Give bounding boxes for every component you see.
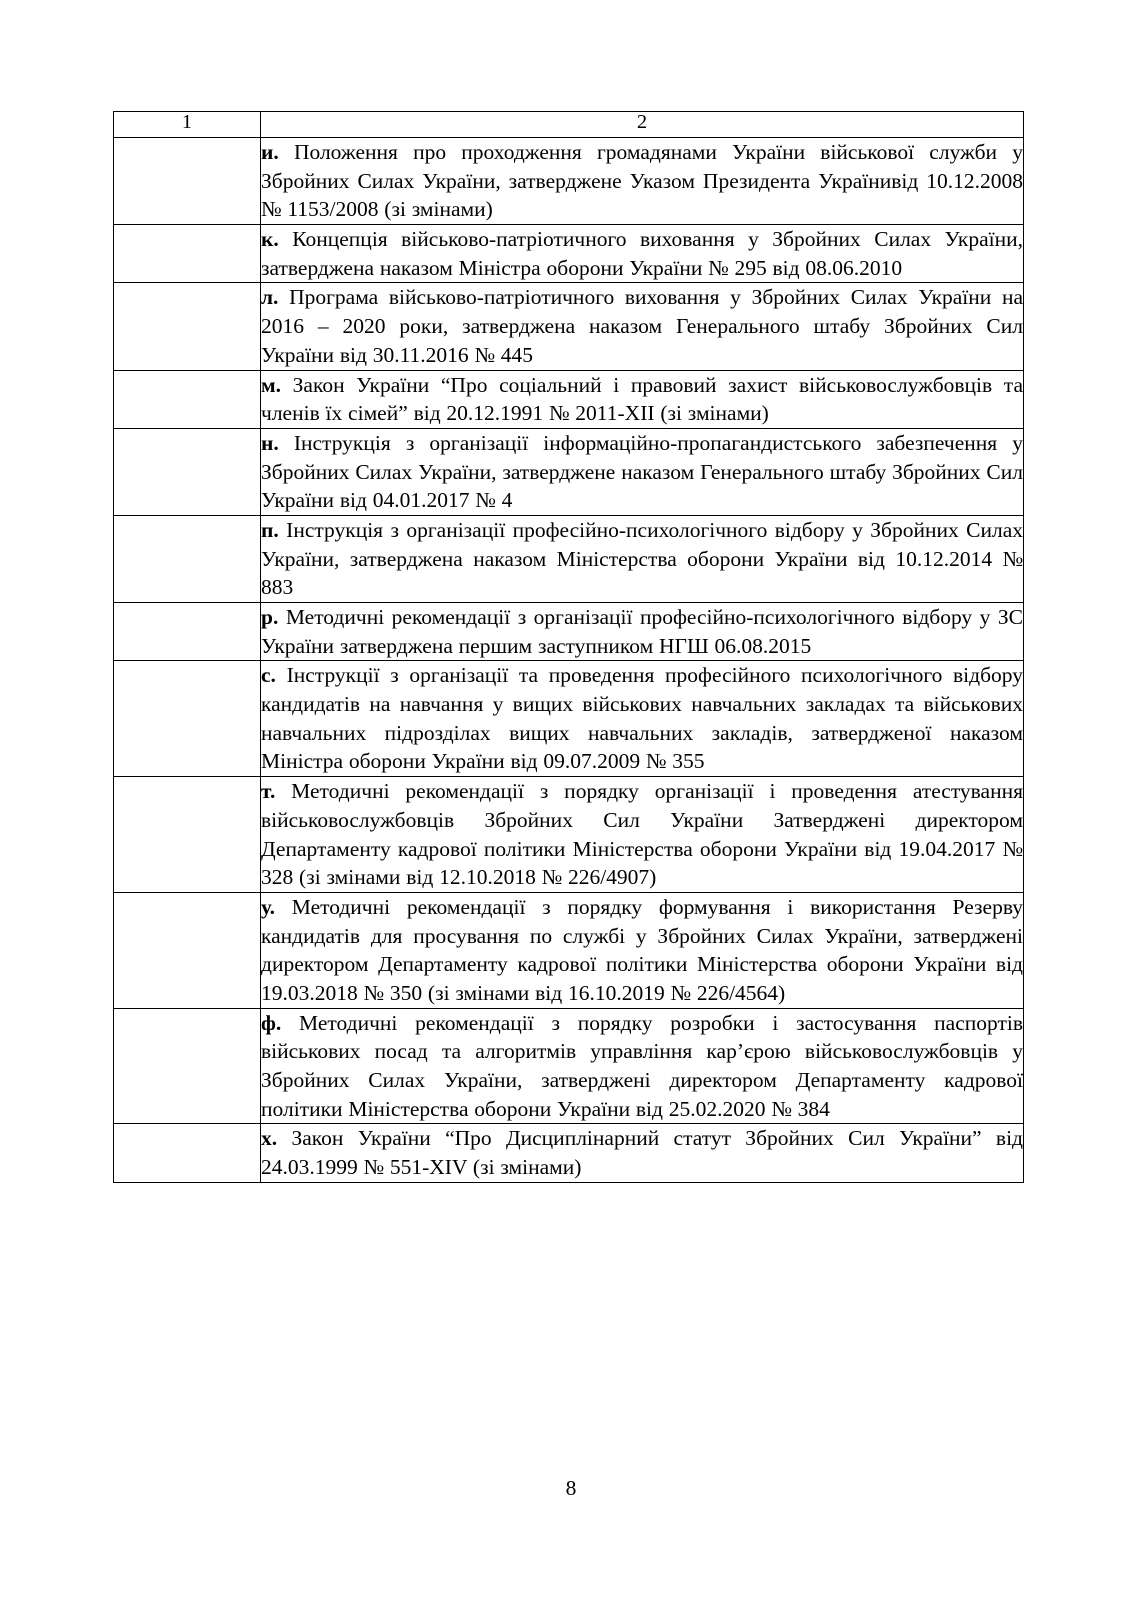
row-text-cell bbox=[261, 283, 1024, 370]
row-text-cell bbox=[261, 138, 1024, 225]
table-row bbox=[114, 1008, 1024, 1124]
table-row bbox=[114, 777, 1024, 893]
row-number-cell bbox=[114, 603, 261, 661]
row-text-cell bbox=[261, 370, 1024, 428]
table-header-row bbox=[114, 112, 1024, 138]
item-marker: у. bbox=[261, 894, 275, 919]
column-header-1: 1 bbox=[114, 112, 261, 138]
row-number-cell bbox=[114, 892, 261, 1008]
row-number-cell bbox=[114, 1124, 261, 1182]
item-text: Програма військово-патріотичного виховання у Збройних Силах України на 2016 – 2020 роки, затверджена наказом Генерального штабу Збройних Сил України від 30.11.2016 № 445 bbox=[261, 285, 1023, 367]
row-number-cell bbox=[114, 428, 261, 515]
table-row bbox=[114, 515, 1024, 602]
page-number: 8 bbox=[565, 1476, 577, 1500]
item-marker: м. bbox=[261, 372, 282, 397]
table-row bbox=[114, 1124, 1024, 1182]
item-marker: х. bbox=[261, 1126, 278, 1151]
item-marker: ф. bbox=[261, 1010, 282, 1035]
table-row bbox=[114, 428, 1024, 515]
item-text: Інструкції з організації та проведення професійного психологічного відбору кандидатів на навчання у вищих військових навчальних закладах та військових навчальних підрозділах вищих навчальних закладів, затвердженої наказом Міністра оборони України від 09.07.2009 № 355 bbox=[261, 663, 1023, 774]
row-text-cell bbox=[261, 225, 1024, 283]
item-marker: п. bbox=[261, 517, 279, 542]
row-number-cell bbox=[114, 1008, 261, 1124]
item-marker: к. bbox=[261, 227, 279, 252]
item-text: Методичні рекомендації з організації професійно-психологічного відбору у ЗС України затверджена першим заступником НГШ 06.08.2015 bbox=[261, 605, 1023, 658]
column-header-2: 2 bbox=[261, 112, 1024, 138]
item-marker: с. bbox=[261, 663, 276, 688]
table-row bbox=[114, 892, 1024, 1008]
item-text: Закон України “Про Дисциплінарний статут Збройних Сил України” від 24.03.1999 № 551-ХIV (зі змінами) bbox=[261, 1126, 1023, 1180]
reference-documents-table bbox=[113, 111, 1024, 1183]
item-text: Методичні рекомендації з порядку формування і використання Резерву кандидатів для просування по службі у Збройних Силах України, затверджені директором Департаменту кадрової політики Міністерства оборони України від 19.03.2018 № 350 (зі змінами від 16.10.2019 № 226/4564) bbox=[261, 894, 1023, 1005]
table-row bbox=[114, 283, 1024, 370]
table-row bbox=[114, 370, 1024, 428]
table-header bbox=[114, 112, 1024, 138]
row-text-cell bbox=[261, 892, 1024, 1008]
item-marker: т. bbox=[261, 779, 276, 804]
item-marker: н. bbox=[261, 430, 279, 455]
table-row bbox=[114, 661, 1024, 777]
item-text: Методичні рекомендації з порядку організації і проведення атестування військовослужбовців Збройних Сил України Затверджені директором Департаменту кадрової політики Міністерства оборони України від 19.04.2017 № 328 (зі змінами від 12.10.2018 № 226/4907) bbox=[261, 779, 1023, 890]
table-row bbox=[114, 225, 1024, 283]
row-number-cell bbox=[114, 515, 261, 602]
item-text: Положення про проходження громадянами України військової служби у Збройних Силах України, затверджене Указом Президента Українивід 10.12.2008 № 1153/2008 (зі змінами) bbox=[261, 140, 1023, 222]
item-text: Інструкція з організації інформаційно-пропагандистського забезпечення у Збройних Силах України, затверджене наказом Генерального штабу Збройних Сил України від 04.01.2017 № 4 bbox=[261, 430, 1023, 513]
table-body bbox=[114, 138, 1024, 1183]
row-number-cell bbox=[114, 661, 261, 777]
row-number-cell bbox=[114, 777, 261, 893]
row-text-cell bbox=[261, 428, 1024, 515]
row-number-cell bbox=[114, 370, 261, 428]
row-text-cell bbox=[261, 661, 1024, 777]
row-number-cell bbox=[114, 283, 261, 370]
row-number-cell bbox=[114, 138, 261, 225]
item-text: Закон України “Про соціальний і правовий захист військовослужбовців та членів їх сімей” від 20.12.1991 № 2011-ХІІ (зі змінами) bbox=[261, 372, 1023, 426]
row-text-cell bbox=[261, 777, 1024, 893]
table-row bbox=[114, 603, 1024, 661]
row-text-cell bbox=[261, 603, 1024, 661]
row-text-cell bbox=[261, 515, 1024, 602]
row-number-cell bbox=[114, 225, 261, 283]
table-row bbox=[114, 138, 1024, 225]
item-text: Концепція військово-патріотичного виховання у Збройних Силах України, затверджена наказом Міністра оборони України № 295 від 08.06.2010 bbox=[261, 227, 1023, 280]
item-marker: р. bbox=[261, 605, 279, 629]
item-marker: и. bbox=[261, 140, 279, 164]
row-text-cell bbox=[261, 1008, 1024, 1124]
item-text: Інструкція з організації професійно-психологічного відбору у Збройних Силах України, затверджена наказом Міністерства оборони України від 10.12.2014 № 883 bbox=[261, 517, 1023, 600]
item-text: Методичні рекомендації з порядку розробки і застосування паспортів військових посад та алгоритмів управління кар’єрою військовослужбовців у Збройних Силах України, затверджені директором Департаменту кадрової політики Міністерства оборони України від 25.02.2020 № 384 bbox=[261, 1010, 1023, 1121]
item-marker: л. bbox=[261, 285, 279, 310]
row-text-cell bbox=[261, 1124, 1024, 1182]
